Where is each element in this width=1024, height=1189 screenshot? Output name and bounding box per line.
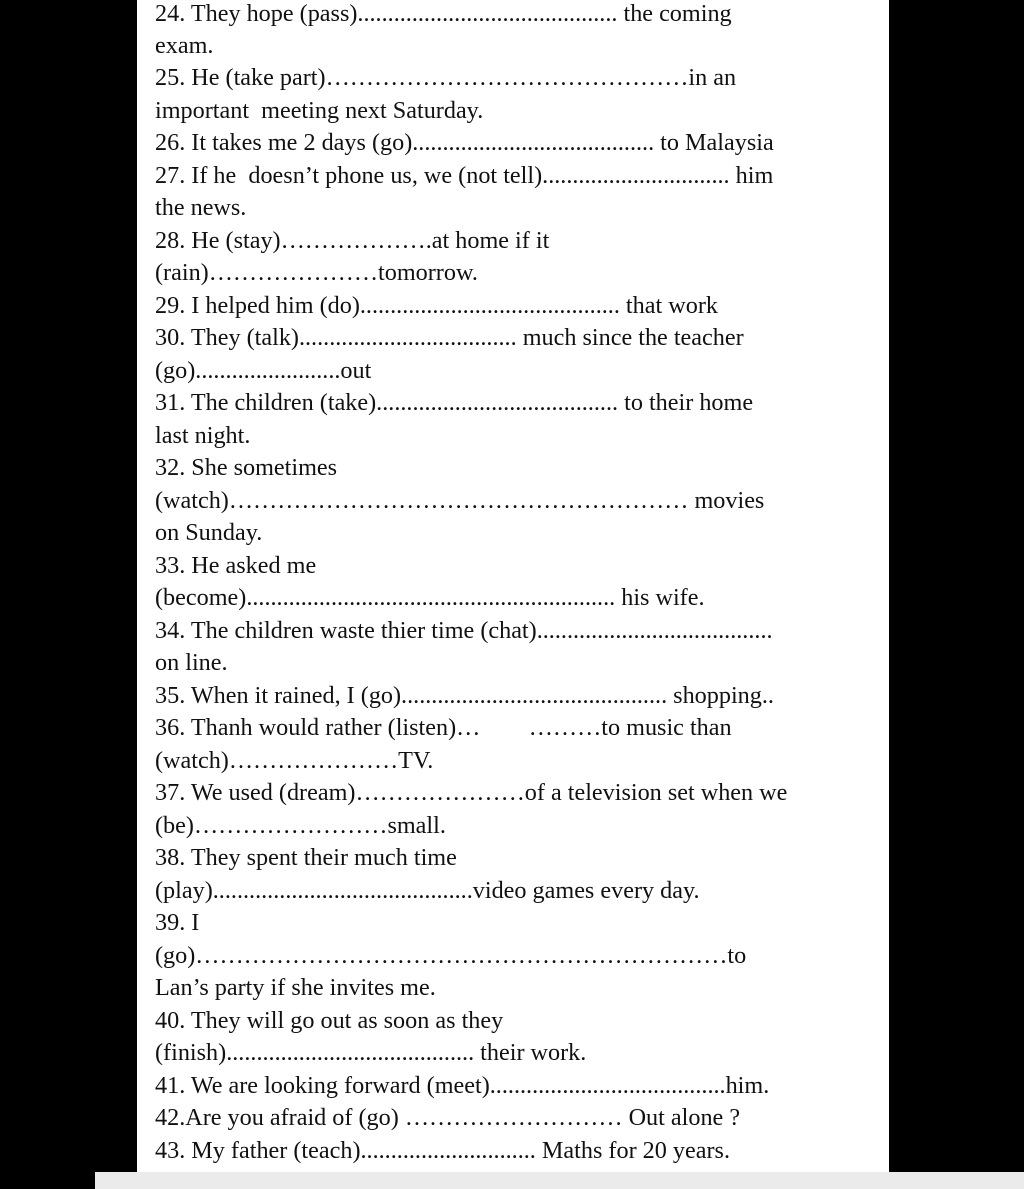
exercise-line: 41. We are looking forward (meet).......................................him. xyxy=(155,1072,770,1099)
exercise-line: 42.Are you afraid of (go) ……………………… Out alone ? xyxy=(155,1104,741,1131)
bottom-scroll-strip xyxy=(95,1172,1024,1189)
exercise-line: (go)........................out xyxy=(155,357,372,384)
exercise-line: (rain)…………………tomorrow. xyxy=(155,259,478,286)
exercise-line: 32. She sometimes xyxy=(155,454,338,481)
exercise-line: (watch)…………………TV. xyxy=(155,747,434,774)
exercise-line: 35. When it rained, I (go)............................................ shopping.. xyxy=(155,682,774,709)
exercise-line: important meeting next Saturday. xyxy=(155,97,484,124)
exercise-line: 27. If he doesn’t phone us, we (not tell)............................... him xyxy=(155,162,774,189)
exercise-line: Lan’s party if she invites me. xyxy=(155,974,436,1001)
exercise-line: 28. He (stay)……………….at home if it xyxy=(155,227,550,254)
exercise-line: (finish)......................................... their work. xyxy=(155,1039,587,1066)
exercise-line: (be)……………………small. xyxy=(155,812,446,839)
exercise-line: 36. Thanh would rather (listen)… ………to music than xyxy=(155,714,732,741)
exercise-line: the news. xyxy=(155,194,247,221)
exercise-line: 30. They (talk).................................... much since the teacher xyxy=(155,324,744,351)
exercise-line: 26. It takes me 2 days (go)........................................ to Malaysia xyxy=(155,129,774,156)
exercise-line: on line. xyxy=(155,649,228,676)
exercise-line: 29. I helped him (do)........................................... that work xyxy=(155,292,718,319)
exercise-line: (become)............................................................. his wife. xyxy=(155,584,705,611)
exercise-line: 31. The children (take)........................................ to their home xyxy=(155,389,754,416)
exercise-line: 39. I xyxy=(155,909,200,936)
exercise-line: 25. He (take part)………………………………………in an xyxy=(155,64,737,91)
exercise-line: on Sunday. xyxy=(155,519,263,546)
exercise-line: exam. xyxy=(155,32,214,59)
exercise-line: 34. The children waste thier time (chat)....................................... xyxy=(155,617,773,644)
exercise-line: (play)...........................................video games every day. xyxy=(155,877,700,904)
exercise-line: 33. He asked me xyxy=(155,552,317,579)
exercise-line: 43. My father (teach)............................. Maths for 20 years. xyxy=(155,1137,730,1164)
exercise-line: 24. They hope (pass)........................................... the coming xyxy=(155,0,732,27)
exercise-line: last night. xyxy=(155,422,251,449)
exercise-line: 38. They spent their much time xyxy=(155,844,457,871)
exercise-line: (go)…………………………………………………………to xyxy=(155,942,747,969)
exercise-line: 40. They will go out as soon as they xyxy=(155,1007,504,1034)
exercise-line: 37. We used (dream)…………………of a television set when we xyxy=(155,779,788,806)
exercise-line: (watch)………………………………………………… movies xyxy=(155,487,765,514)
